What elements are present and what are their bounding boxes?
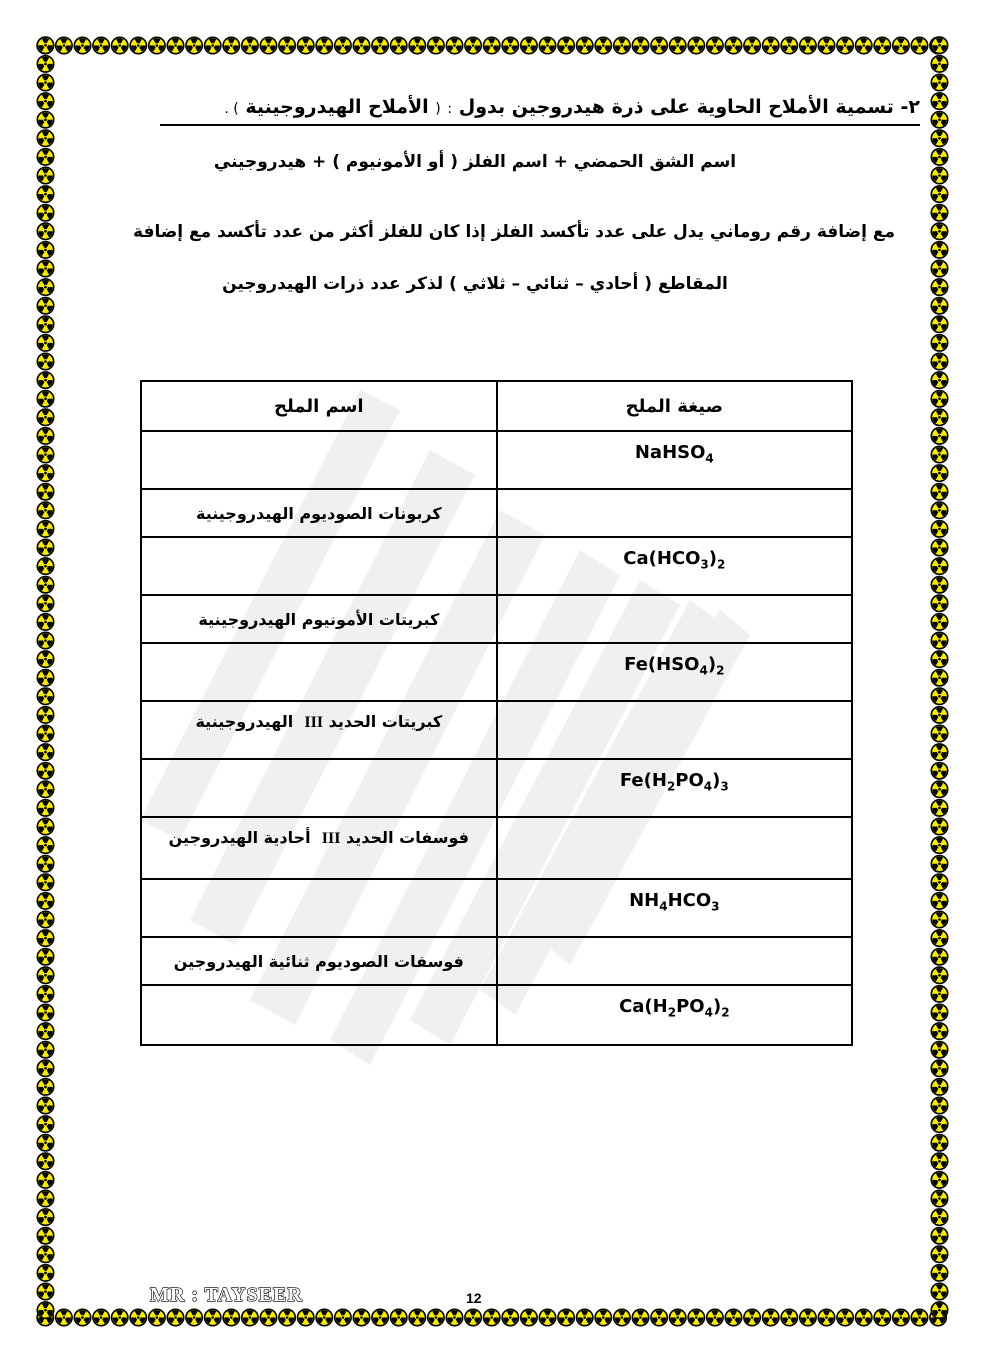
salt-name-text: الهيدروجينية: [195, 712, 294, 731]
salt-formula-cell: [497, 489, 852, 537]
table-row: [141, 817, 852, 879]
salt-formula-cell: [497, 431, 852, 489]
formula-subscript: 3: [711, 899, 720, 914]
heading-title: تسمية الأملاح الحاوية على ذرة هيدروجين بدول: [458, 96, 894, 118]
formula-subscript: 3: [700, 557, 709, 572]
formula-subscript: 2: [721, 1005, 730, 1020]
formula-symbols: PO: [675, 770, 704, 791]
table-row: [141, 937, 852, 985]
formula-subscript: 2: [716, 663, 725, 678]
salt-name-cell: [141, 817, 497, 879]
table-row: [141, 595, 852, 643]
table-row: [141, 759, 852, 817]
salt-formula-cell: [497, 595, 852, 643]
formula-subscript: 4: [705, 451, 714, 466]
chemical-formula: [629, 890, 720, 914]
formula-subscript: 4: [704, 1005, 713, 1020]
salt-name-cell: [141, 701, 497, 759]
page-number: 12: [466, 1290, 482, 1306]
heading-close: ) .: [224, 101, 239, 117]
formula-subscript: 4: [703, 779, 713, 794]
chemical-formula: [623, 548, 726, 572]
formula-symbols: ): [707, 654, 717, 675]
salt-name-cell: [141, 985, 497, 1045]
salt-formula-cell: [497, 937, 852, 985]
salt-name-cell: [141, 489, 497, 537]
salt-name-cell: [141, 879, 497, 937]
heading-number: ٢-: [900, 96, 920, 118]
salt-name-cell: [141, 643, 497, 701]
naming-formula-line: اسم الشق الحمضي + اسم الفلز ( أو الأمونيوم ) + هيدروجيني: [213, 152, 737, 172]
page-border-bottom: [36, 1308, 950, 1327]
formula-subscript: 4: [699, 663, 708, 678]
salts-table: [140, 380, 853, 1046]
formula-symbols: Fe(H: [619, 770, 667, 791]
salt-formula-cell: [497, 643, 852, 701]
chemical-formula: [619, 996, 730, 1020]
page-border-left: [36, 36, 55, 1326]
salt-formula-cell: [497, 985, 852, 1045]
heading-subtitle: الأملاح الهيدروجينية: [245, 96, 429, 118]
formula-symbols: Ca(H: [619, 996, 668, 1017]
formula-symbols: ): [712, 770, 721, 791]
chemical-formula: [624, 654, 725, 678]
roman-numeral: III: [321, 830, 341, 847]
header-salt-name: اسم الملح: [141, 381, 497, 431]
table-row: [141, 489, 852, 537]
roman-numeral: III: [304, 714, 324, 731]
salts-table-body: [141, 431, 852, 1045]
formula-symbols: ): [708, 548, 718, 569]
formula-symbols: Ca(HCO: [623, 548, 701, 569]
salt-name-text: كبريتات الحديد: [328, 712, 443, 731]
salt-name-text: كربونات الصوديوم الهيدروجينية: [196, 503, 442, 523]
page-border-right: [930, 36, 949, 1326]
naming-rule-line-2: المقاطع ( أحادي – ثنائي – ثلاثي ) لذكر عدد ذرات الهيدروجين: [222, 274, 728, 294]
salt-name-cell: [141, 595, 497, 643]
formula-subscript: 2: [667, 1005, 677, 1020]
salt-name-cell: [141, 431, 497, 489]
formula-subscript: 3: [720, 779, 729, 794]
chemical-formula: [634, 442, 714, 466]
naming-rule-line-1: مع إضافة رقم روماني يدل على عدد تأكسد الفلز إذا كان للفلز أكثر من عدد تأكسد مع إضافة: [133, 222, 895, 242]
page-border-top: [36, 36, 950, 55]
salt-name-text: كبريتات الأمونيوم الهيدروجينية: [198, 609, 440, 629]
salt-formula-cell: [497, 879, 852, 937]
formula-symbols: NH: [629, 890, 660, 911]
salt-formula-cell: [497, 701, 852, 759]
salt-formula-cell: [497, 537, 852, 595]
heading-open-paren: (: [435, 101, 441, 117]
radiation-icon-row: [36, 1308, 950, 1327]
formula-subscript: 2: [666, 779, 676, 794]
heading-colon: :: [447, 101, 453, 117]
salt-name-text: أحادية الهيدروجين: [168, 828, 311, 847]
formula-symbols: HCO: [667, 890, 712, 911]
radiation-icon-row: [36, 36, 950, 55]
radiation-icon-row: [36, 36, 55, 1326]
salt-name-cell: [141, 759, 497, 817]
formula-subscript: 4: [659, 899, 668, 914]
table-row: [141, 879, 852, 937]
salt-formula-cell: [497, 759, 852, 817]
section-heading: [160, 90, 920, 126]
table-header-row: [141, 381, 852, 431]
table-row: [141, 643, 852, 701]
table-row: [141, 701, 852, 759]
salt-name-text: فوسفات الصوديوم ثنائية الهيدروجين: [173, 951, 464, 971]
table-row: [141, 431, 852, 489]
formula-subscript: 2: [717, 557, 726, 572]
footer-author: MR : TAYSEER: [150, 1284, 303, 1306]
chemical-formula: [619, 770, 729, 794]
salt-name-cell: [141, 937, 497, 985]
table-row: [141, 985, 852, 1045]
formula-symbols: Fe(HSO: [624, 654, 700, 675]
formula-symbols: ): [712, 996, 722, 1017]
formula-symbols: NaHSO: [634, 442, 706, 463]
formula-symbols: PO: [676, 996, 705, 1017]
salt-name-text: فوسفات الحديد: [346, 828, 469, 847]
salt-name-cell: [141, 537, 497, 595]
table-row: [141, 537, 852, 595]
salt-formula-cell: [497, 817, 852, 879]
radiation-icon-row: [930, 36, 949, 1326]
header-salt-formula: صيغة الملح: [497, 381, 852, 431]
